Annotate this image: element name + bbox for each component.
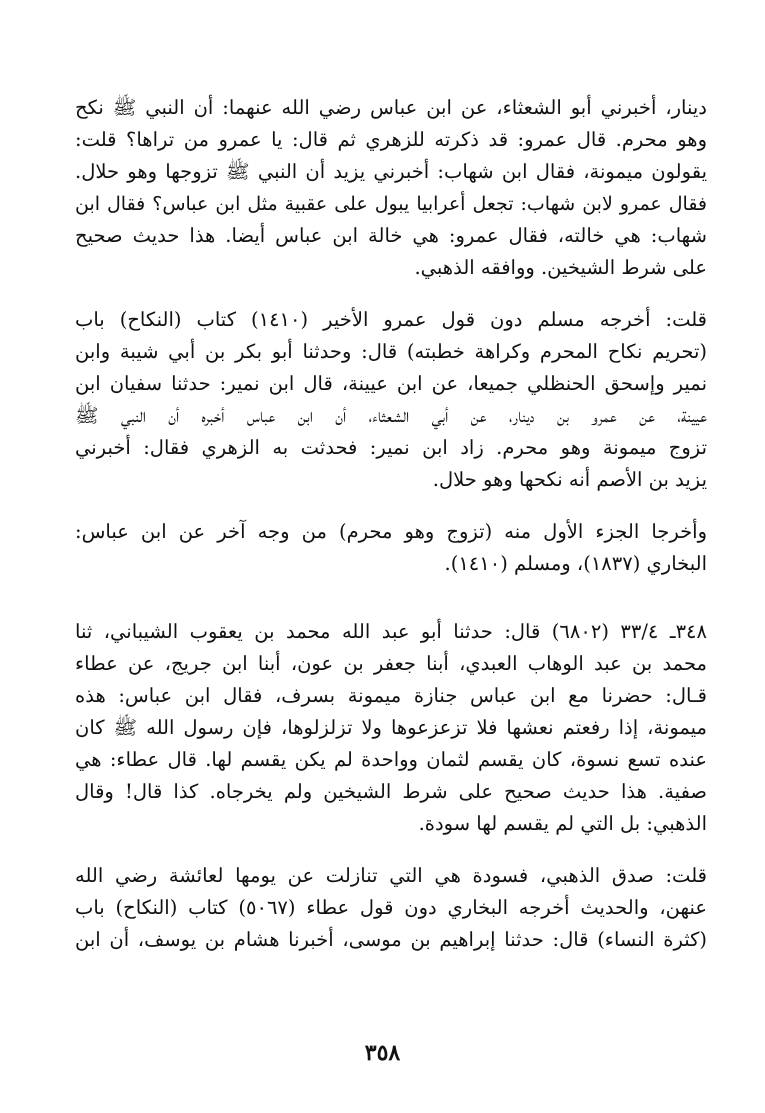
paragraph-hadith-348 bbox=[75, 616, 707, 840]
text-line: يزيد بن الأصم أنه نكحها وهو حلال. bbox=[432, 468, 707, 491]
text-line: قـال: حضرنا مع ابن عباس جنازة ميمونة بسرف، فقال ابن عباس: هذه bbox=[75, 684, 707, 707]
text-line: (كثرة النساء) قال: حدثنا إبراهيم بن موسى، أخبرنا هشام بن يوسف، أن ابن bbox=[75, 928, 707, 951]
text-line: (تحريم نكاح المحرم وكراهة خطبته) قال: وحدثنا أبو بكر بن أبي شيبة وابن bbox=[75, 340, 707, 363]
text-line: ميمونة، إذا رفعتم نعشها فلا تزعزعوها ولا تزلزلوها، فإن رسول الله ﷺ كان bbox=[75, 716, 707, 739]
text-line: وهو محرم. قال عمرو: قد ذكرته للزهري ثم قال: يا عمرو من تراها؟ قلت: bbox=[75, 128, 707, 151]
paragraph-commentary-muslim bbox=[75, 304, 707, 496]
paragraph-commentary-bukhari bbox=[75, 516, 707, 580]
text-line: ٣٤٨ـ ٣٣/٤ (٦٨٠٢) قال: حدثنا أبو عبد الله محمد بن يعقوب الشيباني، ثنا bbox=[75, 620, 707, 643]
text-line: قلت: أخرجه مسلم دون قول عمرو الأخير (١٤١٠) كتاب (النكاح) باب bbox=[75, 308, 707, 331]
text-line: نمير وإسحق الحنظلي جميعا، عن ابن عيينة، قال ابن نمير: حدثنا سفيان ابن bbox=[75, 372, 707, 395]
text-line: تزوج ميمونة وهو محرم. زاد ابن نمير: فحدثت به الزهري فقال: أخبرني bbox=[75, 436, 707, 459]
text-line: الذهبي: بل التي لم يقسم لها سودة. bbox=[418, 812, 707, 835]
text-line: عنده تسع نسوة، كان يقسم لثمان وواحدة لم يكن يقسم لها. قال عطاء: هي bbox=[75, 748, 707, 771]
text-line: محمد بن عبد الوهاب العبدي، أبنا جعفر بن عون، أبنا ابن جريج، عن عطاء bbox=[75, 652, 707, 675]
text-line: شهاب: هي خالته، فقال عمرو: هي خالة ابن عباس أيضا. هذا حديث صحيح bbox=[75, 224, 707, 247]
paragraph-commentary-sawda bbox=[75, 860, 707, 956]
page-number: ٣٥٨ bbox=[364, 1040, 401, 1066]
text-line: على شرط الشيخين. ووافقه الذهبي. bbox=[414, 256, 707, 279]
paragraph-hadith-continuation bbox=[75, 92, 707, 284]
text-line: صفية. هذا حديث صحيح على شرط الشيخين ولم يخرجاه. كذا قال! وقال bbox=[75, 780, 707, 803]
text-line: وأخرجا الجزء الأول منه (تزوج وهو محرم) من وجه آخر عن ابن عباس: bbox=[75, 520, 707, 543]
text-line: البخاري (١٨٣٧)، ومسلم (١٤١٠). bbox=[444, 552, 707, 575]
text-line: عنهن، والحديث أخرجه البخاري دون قول عطاء (٥٠٦٧) كتاب (النكاح) باب bbox=[75, 896, 707, 919]
text-line: فقال عمرو لابن شهاب: تجعل أعرابيا يبول على عقبية مثل ابن عباس؟ فقال ابن bbox=[75, 193, 707, 215]
book-page-text bbox=[75, 92, 707, 976]
text-line: دينار، أخبرني أبو الشعثاء، عن ابن عباس رضي الله عنهما: أن النبي ﷺ نكح bbox=[75, 96, 707, 119]
text-line: عيينة، عن عمرو بن دينار، عن أبي الشعثاء، أن ابن عباس أخبره أن النبي ﷺ bbox=[75, 404, 707, 427]
text-line: يقولون ميمونة، فقال ابن شهاب: أخبرني يزيد أن النبي ﷺ تزوجها وهو حلال. bbox=[75, 160, 707, 183]
text-line: قلت: صدق الذهبي، فسودة هي التي تنازلت عن يومها لعائشة رضي الله bbox=[75, 864, 707, 887]
